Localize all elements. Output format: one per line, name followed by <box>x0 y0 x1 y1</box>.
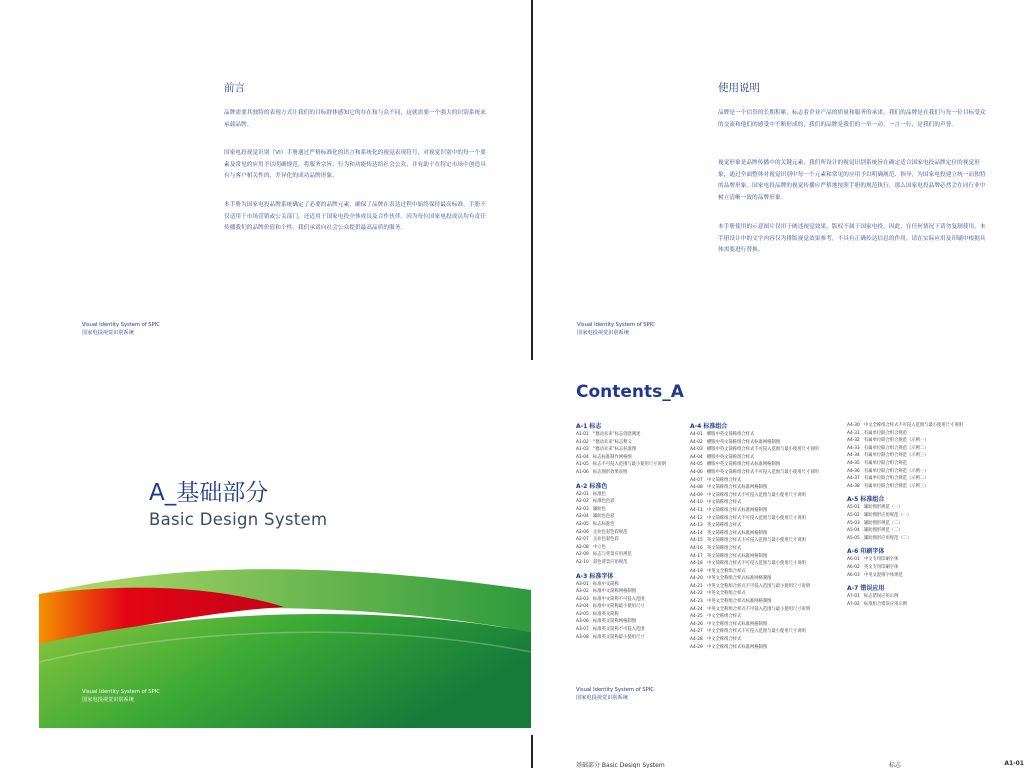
contents-item-code: A2-08 <box>576 544 589 550</box>
contents-column-3 <box>847 422 997 608</box>
contents-item-code: A4-03 <box>690 447 703 453</box>
contents-item-label: 标准中文简称不可侵入范围 <box>593 596 645 602</box>
contents-item-code: A1-03 <box>576 447 589 453</box>
contents-group-title: A-4 标准组合 <box>690 423 728 430</box>
contents-item[interactable] <box>847 527 997 535</box>
contents-item-label: 标志与背景应用规范 <box>593 552 632 558</box>
contents-item[interactable] <box>847 460 997 468</box>
contents-item[interactable] <box>690 575 840 583</box>
contents-item[interactable] <box>576 551 686 559</box>
contents-item-code: A2-04 <box>576 514 589 520</box>
contents-item-label: 标准英文简称网格制图 <box>593 619 636 625</box>
contents-item[interactable] <box>690 613 840 621</box>
contents-item[interactable] <box>847 452 997 460</box>
page-code: A1-01 <box>1004 760 1024 767</box>
contents-item[interactable] <box>690 568 840 576</box>
contents-item[interactable] <box>847 445 997 453</box>
contents-item-code: A2-02 <box>576 499 589 505</box>
contents-item[interactable] <box>576 618 686 626</box>
contents-item-label: 横版中英文简称组合样式 <box>707 454 755 460</box>
contents-item-label: 企业色彩色彩规范 <box>593 529 628 535</box>
contents-item-label: “德动未来”标志创意阐述 <box>593 432 641 437</box>
cover-title: A_基础部分 <box>149 480 269 506</box>
contents-item-label: 中文简称组合样式标准网格制图 <box>707 485 768 491</box>
contents-item[interactable] <box>576 461 686 469</box>
preface-paragraph-2: 国家电投视觉识别（VI）手册通过严格标准化的语言和系统化的视觉表现符号，对视觉识别中的每一个要素及常见的应用予以明确规范，将服务宗旨、行为和功能传达给社会公众，并有助于在特定市场中创造具有与客户相关性的、差异化的成功品牌形象。 <box>224 150 486 179</box>
contents-item-code: A4-07 <box>690 477 703 483</box>
contents-item[interactable] <box>690 553 840 561</box>
contents-item-code: A4-12 <box>690 515 703 521</box>
contents-item-label: 英文专用印刷字体 <box>864 564 899 570</box>
contents-item[interactable] <box>690 477 840 485</box>
contents-item-label: 标准组合错误应用示例 <box>864 601 907 607</box>
contents-item-label: 横版中英文简称组合样式 <box>707 432 755 437</box>
contents-item[interactable] <box>576 603 686 611</box>
contents-item-code: A4-26 <box>690 621 703 627</box>
contents-item-code: A4-11 <box>690 507 703 513</box>
contents-item-code: A3-05 <box>576 611 589 617</box>
contents-item-code: A4-30 <box>847 423 860 428</box>
contents-group <box>847 422 997 490</box>
contents-item-code: A6-02 <box>847 564 860 570</box>
page-usage <box>533 0 1024 360</box>
contents-item-code: A4-08 <box>690 485 703 491</box>
contents-item-label: 有属单位联合组合规范（示例二） <box>864 476 929 482</box>
contents-item-code: A4-10 <box>690 500 703 506</box>
contents-item[interactable] <box>690 530 840 538</box>
contents-item[interactable] <box>847 483 997 491</box>
contents-item[interactable] <box>576 513 686 521</box>
contents-item-label: 标志标准色 <box>593 521 615 527</box>
contents-item[interactable] <box>690 431 840 439</box>
contents-item-label: 英文简称组合样式 <box>707 545 742 551</box>
contents-item-label: “德动未来”标志释义 <box>593 439 632 445</box>
contents-item-label: 中文简称组合样式标准网格制图 <box>707 507 768 513</box>
contents-item-code: A3-08 <box>576 634 589 640</box>
contents-item[interactable] <box>690 628 840 636</box>
contents-item-code: A4-14 <box>690 530 703 536</box>
contents-item[interactable] <box>690 492 840 500</box>
contents-item-label: 中英文全称组合样式 <box>707 568 746 574</box>
contents-item-code: A4-27 <box>690 629 703 635</box>
contents-item-label: 有属单位联合组合规范（示例二） <box>864 445 929 451</box>
contents-group <box>847 584 997 608</box>
cover-footer-zh: 国家电投视觉识别系统 <box>82 697 134 703</box>
contents-item-code: A3-03 <box>576 596 589 602</box>
contents-item-label: 有属单位联合组合规范（示例一） <box>864 438 929 444</box>
contents-item-label: 有属单位联合组合规范 <box>864 430 907 436</box>
contents-item[interactable] <box>576 439 686 447</box>
preface-paragraph-1: 品牌需要其独特的表现方式让我们的目标群体感知它的存在和与众不同，这就需要一个强大的识别系统来承载品牌。 <box>224 110 486 128</box>
contents-item-label: 中英文全称组合样式 <box>707 591 746 597</box>
cover-footer-en: Visual Identity System of SPIC <box>82 689 160 695</box>
contents-item-code: A5-01 <box>847 505 860 511</box>
contents-item-label: 英文简称组合样式不可侵入范围与最小使用尺寸说明 <box>707 538 806 544</box>
contents-item-label: 标准英文简称最小使用尺寸 <box>593 634 645 640</box>
contents-group <box>847 495 997 542</box>
contents-item[interactable] <box>690 545 840 553</box>
contents-item[interactable] <box>576 521 686 529</box>
contents-item[interactable] <box>576 611 686 619</box>
contents-item[interactable] <box>576 536 686 544</box>
contents-item-label: 辅助图形规范（一） <box>864 505 903 511</box>
contents-item[interactable] <box>847 572 997 580</box>
contents-item-label: 英文简称组合样式 <box>707 523 742 529</box>
contents-item[interactable] <box>847 564 997 572</box>
contents-item-label: 标志标准制作网格图 <box>593 454 632 460</box>
contents-item-label: 横版中英文简称组合样式标准网格制图 <box>707 462 781 468</box>
usage-paragraph-3: 本手册使用的示意图片仅用于阐述视觉效果，版权不属于国家电投。因此，在任何情况下请勿复制使用。本手册设计中的文字内容仅为排版视觉效果参考，不具有正确传达信息的作用，请在实际应用及印刷中根据具体需要进行替换。 <box>718 224 986 253</box>
contents-item-label: 中文专用印刷字体 <box>864 557 899 563</box>
contents-item-code: A4-32 <box>847 438 860 444</box>
contents-item-code: A3-01 <box>576 581 589 587</box>
contents-item-code: A4-35 <box>847 460 860 466</box>
contents-item-label: 辅助色 <box>593 506 606 512</box>
contents-item-label: 中文全称组合样式不可侵入范围与最小使用尺寸说明 <box>864 423 963 428</box>
contents-column-1 <box>576 422 686 641</box>
footer-zh: 国家电投视觉识别系统 <box>577 330 629 336</box>
contents-item-label: 中英文混排字体规范 <box>864 572 903 578</box>
contents-item-code: A4-15 <box>690 538 703 544</box>
contents-item[interactable] <box>576 491 686 499</box>
contents-item-code: A1-01 <box>576 432 589 437</box>
contents-item[interactable] <box>690 583 840 591</box>
contents-item-code: A4-04 <box>690 454 703 460</box>
contents-item[interactable] <box>690 454 840 462</box>
contents-item-label: 有属单位联合组合规范（示例一） <box>864 468 929 474</box>
contents-item[interactable] <box>576 581 686 589</box>
page-contents <box>533 362 1024 768</box>
contents-item[interactable] <box>690 598 840 606</box>
contents-item-code: A2-10 <box>576 559 589 565</box>
contents-item-code: A5-05 <box>847 535 860 541</box>
footer-zh: 国家电投视觉识别系统 <box>82 330 134 336</box>
section-label: 基础部分 Basic Design System <box>576 762 665 768</box>
contents-item[interactable] <box>690 461 840 469</box>
contents-item-label: “德动未来”标志标准图 <box>593 447 637 453</box>
contents-item[interactable] <box>847 520 997 528</box>
contents-item[interactable] <box>690 515 840 523</box>
contents-item-code: A4-31 <box>847 430 860 436</box>
contents-item-label: 标准中文简称网格制图 <box>593 589 636 595</box>
preface-paragraph-3: 本手册为国家电投品牌系统确定了必要的品牌元素，确保了品牌在表达过程中始终保持最高标准，手册不仅适用于市场营销或公关部门，还适用于国家电投全体成员及合作伙伴。因为每位国家电投成员均有责任传播我们的品牌价值和个性，我们承诺向社会公众提供最高品质的服务。 <box>224 202 486 231</box>
contents-item-code: A5-02 <box>847 512 860 518</box>
contents-item[interactable] <box>576 454 686 462</box>
usage-paragraph-2: 视觉形象是品牌传播中的关键元素，我们所设计的视觉识别系统旨在确定适合国家电投品牌定位的视觉形象，通过全面整体对视觉识别中每一个元素和常见的应用予以明确规范、指导，为国家电投建立统一而独特的品牌形象。国家电投品牌的视觉传播应严格地按照手册的规范执行，那么国家电投品牌必然会在同行业中树立清晰一致的品牌形象。 <box>718 160 986 201</box>
contents-item-code: A1-05 <box>576 462 589 468</box>
contents-item-code: A4-09 <box>690 492 703 498</box>
contents-item-label: 横版中英文简称组合样式不可侵入范围与最小使用尺寸说明 <box>707 469 819 475</box>
footer-en: Visual Identity System of SPIC <box>576 687 654 693</box>
contents-group-title: A-2 标准色 <box>576 482 608 490</box>
contents-item[interactable] <box>847 601 997 609</box>
contents-item-label: 中文简称组合样式 <box>707 477 742 483</box>
contents-item-label: 中文简称组合样式不可侵入范围与最小使用尺寸说明 <box>707 492 806 498</box>
contents-item-code: A4-13 <box>690 523 703 529</box>
contents-item-label: 中文全称组合样式不可侵入范围与最小使用尺寸说明 <box>707 629 806 635</box>
contents-item-label: 有属单位联合组合规范 <box>864 460 907 466</box>
contents-item-label: 标准中文简称最小使用尺寸 <box>593 604 645 610</box>
contents-item[interactable] <box>576 529 686 537</box>
contents-item-label: 中英文全称组合样式不可侵入范围与最小使用尺寸说明 <box>707 583 811 589</box>
page-preface <box>0 0 531 360</box>
contents-item-label: 辅助图形应用规范（一） <box>864 512 912 518</box>
contents-item-label: 辅助图形规范（二） <box>864 520 903 526</box>
contents-item-label: 辅助色色彩 <box>593 514 615 520</box>
contents-item-label: 英文简称组合样式标准网格制图 <box>707 530 768 536</box>
contents-item-label: 彩色背景应用规范 <box>593 559 628 565</box>
contents-item[interactable] <box>576 559 686 567</box>
contents-item-label: 中文全称组合样式标准网格制图 <box>707 644 768 650</box>
contents-item[interactable] <box>847 504 997 512</box>
contents-item-code: A2-09 <box>576 552 589 558</box>
contents-item-label: 标志错误应用示例 <box>864 594 899 600</box>
contents-item[interactable] <box>690 636 840 644</box>
contents-item-code: A6-01 <box>847 557 860 563</box>
contents-item-label: 企业色彩色彩 <box>593 537 619 543</box>
contents-item-code: A2-06 <box>576 529 589 535</box>
contents-item-label: 辅助图形规范（二） <box>864 528 903 534</box>
contents-item[interactable] <box>847 593 997 601</box>
contents-item-label: 标准中文简称 <box>593 581 619 587</box>
contents-item[interactable] <box>690 446 840 454</box>
contents-item-code: A4-29 <box>690 644 703 650</box>
contents-item-label: 中文全称组合样式标准网格制图 <box>707 621 768 627</box>
contents-item-label: 标准色色彩 <box>593 499 615 505</box>
contents-item[interactable] <box>576 596 686 604</box>
contents-item[interactable] <box>690 499 840 507</box>
footer-en: Visual Identity System of SPIC <box>577 322 655 328</box>
contents-item-code: A4-20 <box>690 576 703 582</box>
contents-item-code: A4-01 <box>690 432 703 437</box>
contents-group <box>690 422 840 651</box>
contents-title: Contents_A <box>576 382 684 402</box>
contents-item-code: A1-06 <box>576 469 589 475</box>
contents-item-code: A1-04 <box>576 454 589 460</box>
contents-item[interactable] <box>847 556 997 564</box>
contents-item[interactable] <box>690 439 840 447</box>
preface-title: 前言 <box>224 82 245 94</box>
contents-item-code: A4-17 <box>690 553 703 559</box>
contents-item[interactable] <box>847 437 997 445</box>
contents-group <box>576 482 686 567</box>
contents-item[interactable] <box>690 606 840 614</box>
contents-item-label: 中英文全称组合样式标准网格制图 <box>707 599 772 605</box>
contents-item-code: A4-02 <box>690 439 703 445</box>
contents-item-code: A4-21 <box>690 583 703 589</box>
contents-item-code: A4-33 <box>847 445 860 451</box>
contents-item-label: 中文简称组合样式不可侵入范围与最小使用尺寸说明 <box>707 515 806 521</box>
contents-group-title: A-5 标准组合 <box>847 496 885 504</box>
contents-item[interactable] <box>847 535 997 543</box>
contents-item-label: 标准英文简称不可侵入范围 <box>593 627 645 633</box>
contents-item-code: A6-03 <box>847 572 860 578</box>
chapter-label: 标志 <box>889 762 902 768</box>
contents-item[interactable] <box>690 560 840 568</box>
contents-item-label: 标志图形效果说明 <box>593 469 628 475</box>
contents-item[interactable] <box>576 431 686 439</box>
contents-item-label: 中英文全称组合样式不可侵入范围与最小使用尺寸说明 <box>707 606 811 612</box>
contents-group-title: A-6 印刷字体 <box>847 548 885 556</box>
contents-item[interactable] <box>576 446 686 454</box>
contents-item[interactable] <box>690 590 840 598</box>
contents-item[interactable] <box>847 422 997 430</box>
contents-item[interactable] <box>847 512 997 520</box>
contents-item-code: A7-02 <box>847 601 860 607</box>
contents-group <box>847 547 997 579</box>
contents-item-code: A5-03 <box>847 520 860 526</box>
contents-item-code: A4-34 <box>847 453 860 459</box>
contents-item[interactable] <box>690 644 840 652</box>
contents-item[interactable] <box>576 544 686 552</box>
contents-group-title: A-1 标志 <box>576 423 602 430</box>
contents-item[interactable] <box>576 588 686 596</box>
cover-subtitle: Basic Design System <box>149 510 328 529</box>
contents-item[interactable] <box>576 469 686 477</box>
contents-item[interactable] <box>690 621 840 629</box>
contents-item-code: A4-18 <box>690 561 703 567</box>
contents-item-code: A4-05 <box>690 462 703 468</box>
contents-item-code: A4-28 <box>690 637 703 643</box>
contents-group-title: A-7 错误应用 <box>847 585 885 593</box>
contents-item[interactable] <box>690 537 840 545</box>
contents-item-label: 中文全称组合样式 <box>707 614 742 620</box>
contents-item[interactable] <box>576 506 686 514</box>
contents-item[interactable] <box>690 484 840 492</box>
contents-item-code: A4-16 <box>690 545 703 551</box>
contents-item-label: 有属单位联合组合规范（示例三） <box>864 453 929 459</box>
contents-item-code: A4-24 <box>690 606 703 612</box>
contents-item-code: A3-04 <box>576 604 589 610</box>
contents-item-label: 中英文全称组合样式标准网格制图 <box>707 576 772 582</box>
contents-item-label: 横版中英文简称组合样式标准网格制图 <box>707 439 781 445</box>
next-page-header <box>576 760 1024 768</box>
contents-group <box>576 422 686 477</box>
contents-item-code: A4-36 <box>847 468 860 474</box>
contents-item-code: A1-02 <box>576 439 589 445</box>
contents-item-code: A4-22 <box>690 591 703 597</box>
contents-item[interactable] <box>576 498 686 506</box>
contents-item-label: 中文简称组合样式不可侵入范围与最小使用尺寸说明 <box>707 561 806 567</box>
contents-item[interactable] <box>690 469 840 477</box>
contents-column-2 <box>690 422 840 651</box>
contents-item[interactable] <box>847 430 997 438</box>
contents-item-code: A3-02 <box>576 589 589 595</box>
contents-item[interactable] <box>847 475 997 483</box>
contents-item-label: 英文简称组合样式标准网格制图 <box>707 553 768 559</box>
contents-group-title: A-3 标准字体 <box>576 572 614 580</box>
contents-item-code: A4-38 <box>847 483 860 489</box>
contents-item-label: 标准色 <box>593 491 606 497</box>
spread-divider-bottom <box>531 735 533 768</box>
contents-item-code: A2-03 <box>576 506 589 512</box>
contents-item-label: 有属单位联合组合规范（示例三） <box>864 483 929 489</box>
contents-item-code: A2-05 <box>576 521 589 527</box>
usage-title: 使用说明 <box>718 82 760 94</box>
contents-item[interactable] <box>847 468 997 476</box>
contents-item-code: A5-04 <box>847 528 860 534</box>
contents-item-code: A3-07 <box>576 627 589 633</box>
page-cover <box>0 362 531 768</box>
contents-item-code: A4-19 <box>690 568 703 574</box>
contents-item-label: 辅助图形应用规范（二） <box>864 535 912 541</box>
contents-item-label: 中文简称组合样式 <box>707 500 742 506</box>
footer-zh: 国家电投视觉识别系统 <box>576 695 628 701</box>
contents-item-code: A4-25 <box>690 614 703 620</box>
contents-item-code: A4-37 <box>847 476 860 482</box>
contents-item-label: 标准英文简称 <box>593 611 619 617</box>
contents-item-code: A2-07 <box>576 537 589 543</box>
contents-item-label: 中立色 <box>593 544 606 550</box>
contents-item-code: A4-23 <box>690 599 703 605</box>
contents-item-code: A4-06 <box>690 469 703 475</box>
contents-group <box>576 572 686 642</box>
contents-item[interactable] <box>690 507 840 515</box>
contents-item-code: A3-06 <box>576 619 589 625</box>
contents-item-label: 横版中英文简称组合样式不可侵入范围与最小使用尺寸说明 <box>707 447 819 453</box>
contents-item-label: 标志不可侵入范围与最小使用尺寸说明 <box>593 462 667 468</box>
contents-item-code: A7-01 <box>847 594 860 600</box>
contents-item-label: 中文全称组合样式 <box>707 637 742 643</box>
contents-item[interactable] <box>690 522 840 530</box>
footer-en: Visual Identity System of SPIC <box>82 322 160 328</box>
usage-paragraph-1: 品牌是一个信誉的长期积累，标志着企业产品的质量和服务的承诺，我们的品牌是在我们与每一位目标受众的交流和他们的感受中不断形成的，我们的品牌是我们的一举一动、一言一行，是我们的声誉。 <box>718 110 986 128</box>
contents-item-code: A2-01 <box>576 491 589 497</box>
contents-item[interactable] <box>576 626 686 634</box>
contents-item[interactable] <box>576 634 686 642</box>
